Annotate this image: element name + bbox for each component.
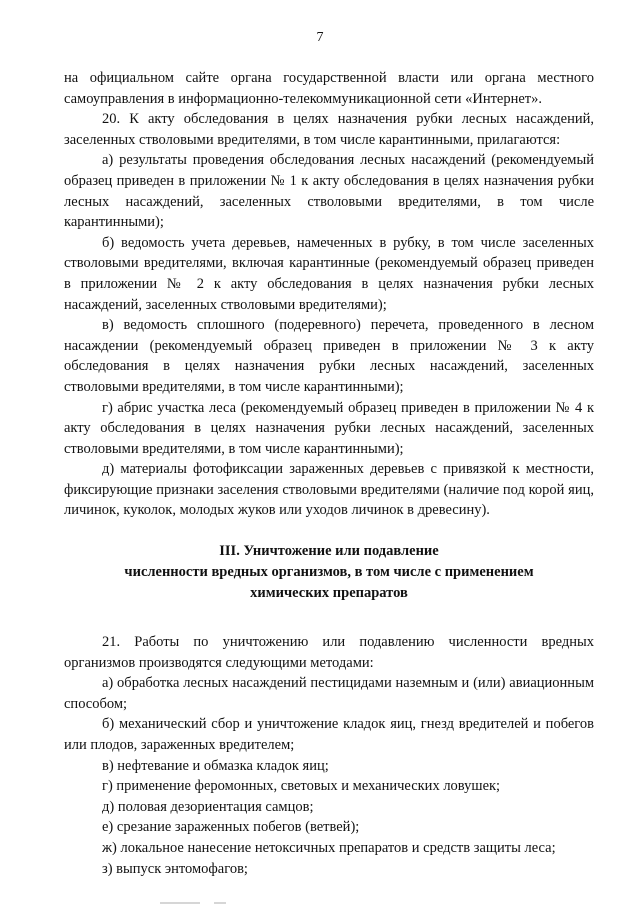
paragraphs-top [64, 68, 594, 521]
scan-speck [160, 902, 200, 904]
paragraph-20-g: г) абрис участка леса (рекомендуемый образец приведен в приложении № 4 к акту обследования в целях назначения рубки лесных насаждений, заселенных стволовыми вредителями, в том числе карантинными); [64, 399, 594, 457]
paragraph-21-e: е) срезание зараженных побегов (ветвей); [102, 819, 360, 836]
section-heading [64, 541, 594, 604]
section-heading-line-3: химических препаратов [250, 585, 408, 602]
paragraph-21-v: в) нефтевание и обмазка кладок яиц; [102, 757, 329, 774]
paragraph-21-z: з) выпуск энтомофагов; [102, 860, 248, 877]
section-heading-line-2: численности вредных организмов, в том числе с применением [124, 564, 534, 581]
paragraph-20-v: в) ведомость сплошного (подеревного) перечета, проведенного в лесном насаждении (рекомендуемый образец приведен в приложении № 3 к акту обследования в целях назначения рубки лесных насаждений, заселенных стволовыми вредителями, в том числе карантинными); [64, 317, 594, 395]
paragraph-21: 21. Работы по уничтожению или подавлению численности вредных организмов производятся следующими методами: [64, 634, 594, 671]
paragraph-20: 20. К акту обследования в целях назначения рубки лесных насаждений, заселенных стволовыми вредителями, в том числе карантинными, прилагаются: [64, 111, 594, 148]
paragraph-20-d: д) материалы фотофиксации зараженных деревьев с привязкой к местности, фиксирующие признаки заселения стволовыми вредителями (наличие под корой яиц, личинок, куколок, молодых жуков или уходов личинок в древесину). [64, 461, 594, 519]
page-content [64, 68, 594, 879]
scan-speck [214, 902, 226, 904]
paragraphs-bottom [64, 632, 594, 879]
paragraph-continuation: на официальном сайте органа государственной власти или органа местного самоуправления в информационно-телекоммуникационной сети «Интернет». [64, 70, 594, 107]
section-heading-line-1: III. Уничтожение или подавление [219, 543, 439, 560]
paragraph-21-g: г) применение феромонных, световых и механических ловушек; [102, 778, 501, 795]
paragraph-20-a: а) результаты проведения обследования лесных насаждений (рекомендуемый образец приведен в приложении № 1 к акту обследования в целях назначения рубки лесных насаждений, заселенных стволовыми вредителями, в том числе карантинными); [64, 152, 594, 231]
paragraph-21-b: б) механический сбор и уничтожение кладок яиц, гнезд вредителей и побегов или плодов, зараженных вредителем; [64, 716, 594, 754]
scan-edge-artifact [0, 899, 640, 905]
paragraph-21-d: д) половая дезориентация самцов; [102, 798, 314, 815]
paragraph-21-zh: ж) локальное нанесение нетоксичных препаратов и средств защиты леса; [102, 840, 556, 856]
page-number: 7 [316, 30, 324, 45]
paragraph-20-b: б) ведомость учета деревьев, намеченных в рубку, в том числе заселенных стволовыми вредителями, включая карантинные (рекомендуемый образец приведен в приложении № 2 к акту обследования в целях назначения рубки лесных насаждений, заселенных стволовыми вредителями); [64, 234, 594, 313]
paragraph-21-a: а) обработка лесных насаждений пестицидами наземным и (или) авиационным способом; [64, 675, 594, 712]
